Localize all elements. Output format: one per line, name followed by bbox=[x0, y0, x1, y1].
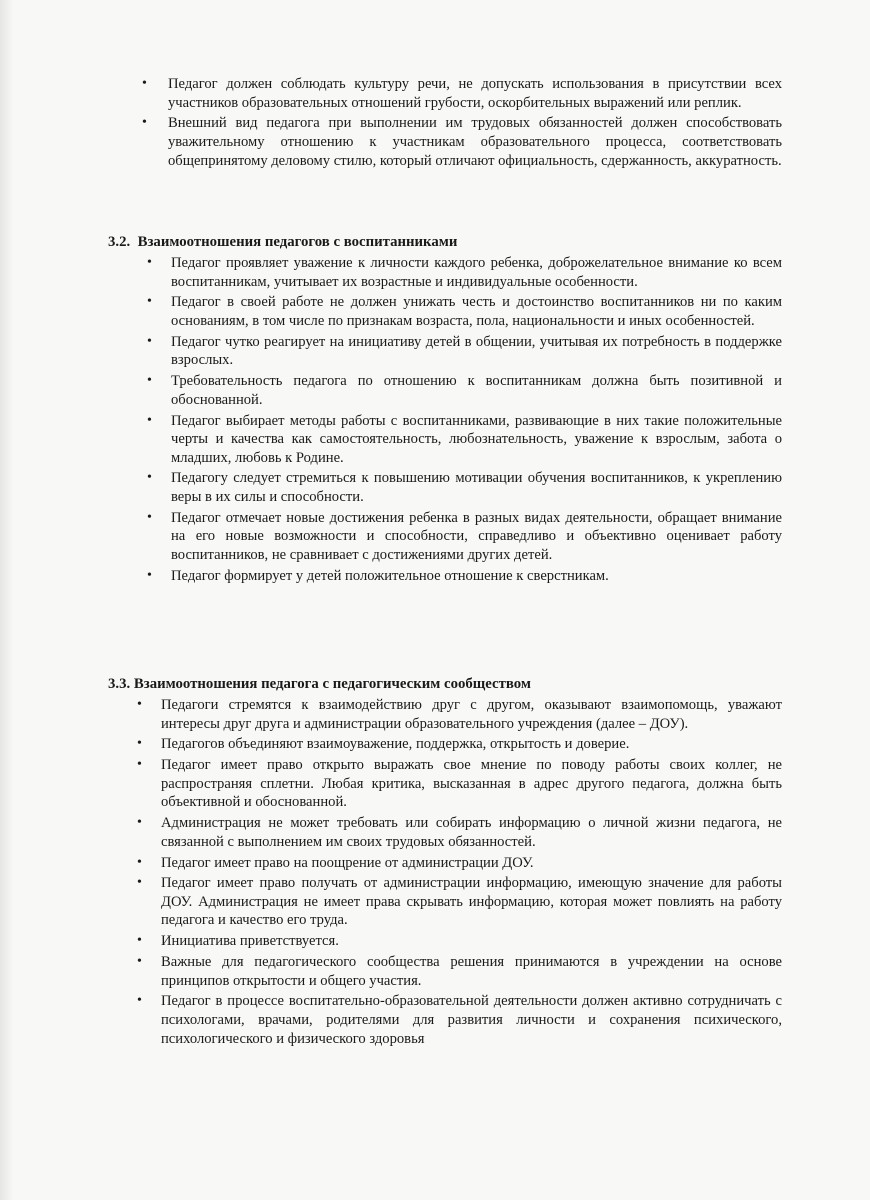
bullet-icon: • bbox=[147, 509, 152, 525]
bullet-icon: • bbox=[147, 255, 152, 270]
list-item-text: Педагог выбирает методы работы с воспитанниками, развивающие в них такие положительные черты и качества как самостоятельность, любознательность, уважение к взрослым, забота о младших, любовь к Родине. bbox=[171, 412, 782, 466]
section-3-2-list bbox=[145, 254, 782, 585]
bullet-icon: • bbox=[137, 697, 142, 712]
bullet-icon: • bbox=[147, 333, 152, 349]
section-3-3-list-block bbox=[135, 696, 782, 1050]
bullet-icon: • bbox=[137, 736, 142, 752]
bullet-icon: • bbox=[147, 470, 152, 486]
list-item-text: Педагоги стремятся к взаимодействию друг с другом, оказывают взаимопомощь, уважают интересы друг друга и администрации образовательного учреждения (далее – ДОУ). bbox=[161, 697, 782, 732]
bullet-icon: • bbox=[137, 954, 142, 970]
section-3-2-heading bbox=[108, 233, 457, 251]
list-item bbox=[135, 735, 782, 754]
list-item-text: Педагог в процессе воспитательно-образовательной деятельности должен активно сотрудничать с психологами, врачами, родителями для развития личности и сохранения психического, психологического и физического здоровья bbox=[161, 993, 782, 1047]
list-item bbox=[145, 567, 782, 586]
list-item-text: Педагогов объединяют взаимоуважение, поддержка, открытость и доверие. bbox=[161, 736, 630, 753]
list-item-text: Педагог проявляет уважение к личности каждого ребенка, доброжелательное внимание ко всем воспитанникам, учитывает их возрастные и индивидуальные особенности. bbox=[171, 255, 782, 290]
section-title: Взаимоотношения педагога с педагогическим сообществом bbox=[133, 676, 531, 692]
list-item-text: Педагог отмечает новые достижения ребенка в разных видах деятельности, обращает внимание на его новые возможности и способности, справедливо и объективно оценивает работу воспитанников, не сравнивает с достижениями других детей. bbox=[171, 509, 782, 564]
list-item-text: Педагог имеет право открыто выражать свое мнение по поводу работы своих коллег, не распространяя сплетни. Любая критика, высказанная в адрес другого педагога, должна быть объективной и обоснованной. bbox=[161, 757, 782, 811]
section-3-2-list-block bbox=[145, 254, 782, 588]
list-item bbox=[135, 874, 782, 930]
bullet-icon: • bbox=[147, 294, 152, 310]
section-3-3-heading bbox=[108, 675, 531, 693]
list-item-text: Педагог формирует у детей положительное отношение к сверстникам. bbox=[171, 567, 609, 584]
list-item bbox=[135, 756, 782, 812]
list-item-text: Внешний вид педагога при выполнении им трудовых обязанностей должен способствовать уважительному отношению к участникам образовательного процесса, соответствовать общепринятому деловому стилю, который отличают официальность, сдержанность, аккуратность. bbox=[168, 115, 782, 169]
list-item-text: Педагог имеет право получать от администрации информацию, имеющую значение для работы ДОУ. Администрация не имеет права скрывать информацию, которая может повлиять на работу педагога и качество его труда. bbox=[161, 875, 782, 929]
list-item bbox=[135, 953, 782, 990]
bullet-icon: • bbox=[147, 373, 152, 389]
section-3-3-list bbox=[135, 696, 782, 1048]
list-item bbox=[140, 114, 782, 170]
list-item-text: Требовательность педагога по отношению к воспитанникам должна быть позитивной и обоснованной. bbox=[171, 373, 782, 408]
list-item bbox=[145, 372, 782, 409]
bullet-icon: • bbox=[137, 815, 142, 831]
list-item bbox=[145, 333, 782, 370]
list-item-text: Администрация не может требовать или собирать информацию о личной жизни педагога, не связанной с выполнением им своих трудовых обязанностей. bbox=[161, 815, 782, 850]
top-list bbox=[140, 75, 782, 170]
bullet-icon: • bbox=[137, 875, 142, 891]
list-item bbox=[140, 75, 782, 112]
list-item bbox=[135, 814, 782, 851]
bullet-icon: • bbox=[137, 993, 142, 1009]
list-item bbox=[145, 509, 782, 565]
list-item bbox=[145, 469, 782, 506]
bullet-icon: • bbox=[147, 567, 152, 583]
top-list-block bbox=[140, 75, 782, 172]
section-number: 3.2. bbox=[108, 234, 131, 250]
list-item-text: Педагог чутко реагирует на инициативу детей в общении, учитывая их потребность в поддержке взрослых. bbox=[171, 333, 782, 369]
list-item bbox=[135, 854, 782, 873]
section-title: Взаимоотношения педагогов с воспитанниками bbox=[137, 234, 458, 250]
list-item bbox=[145, 293, 782, 330]
bullet-icon: • bbox=[142, 76, 147, 91]
list-item bbox=[135, 932, 782, 951]
list-item-text: Важные для педагогического сообщества решения принимаются в учреждении на основе принципов открытости и общего участия. bbox=[161, 954, 782, 989]
section-number: 3.3. bbox=[108, 676, 131, 692]
list-item-text: Инициатива приветствуется. bbox=[161, 933, 339, 950]
list-item-text: Педагог имеет право на поощрение от администрации ДОУ. bbox=[161, 854, 534, 871]
list-item-text: Педагог в своей работе не должен унижать честь и достоинство воспитанников ни по каким основаниям, в том числе по признакам возраста, пола, национальности и иных особенностей. bbox=[171, 294, 782, 329]
bullet-icon: • bbox=[137, 933, 142, 949]
list-item bbox=[135, 992, 782, 1048]
list-item bbox=[135, 696, 782, 733]
bullet-icon: • bbox=[137, 854, 142, 870]
list-item-text: Педагогу следует стремиться к повышению мотивации обучения воспитанников, к укреплению веры в их силы и способности. bbox=[171, 470, 782, 506]
bullet-icon: • bbox=[137, 757, 142, 773]
list-item bbox=[145, 254, 782, 291]
bullet-icon: • bbox=[147, 412, 152, 428]
list-item-text: Педагог должен соблюдать культуру речи, не допускать использования в присутствии всех участников образовательных отношений грубости, оскорбительных выражений или реплик. bbox=[168, 76, 782, 111]
bullet-icon: • bbox=[142, 115, 147, 131]
list-item bbox=[145, 412, 782, 468]
